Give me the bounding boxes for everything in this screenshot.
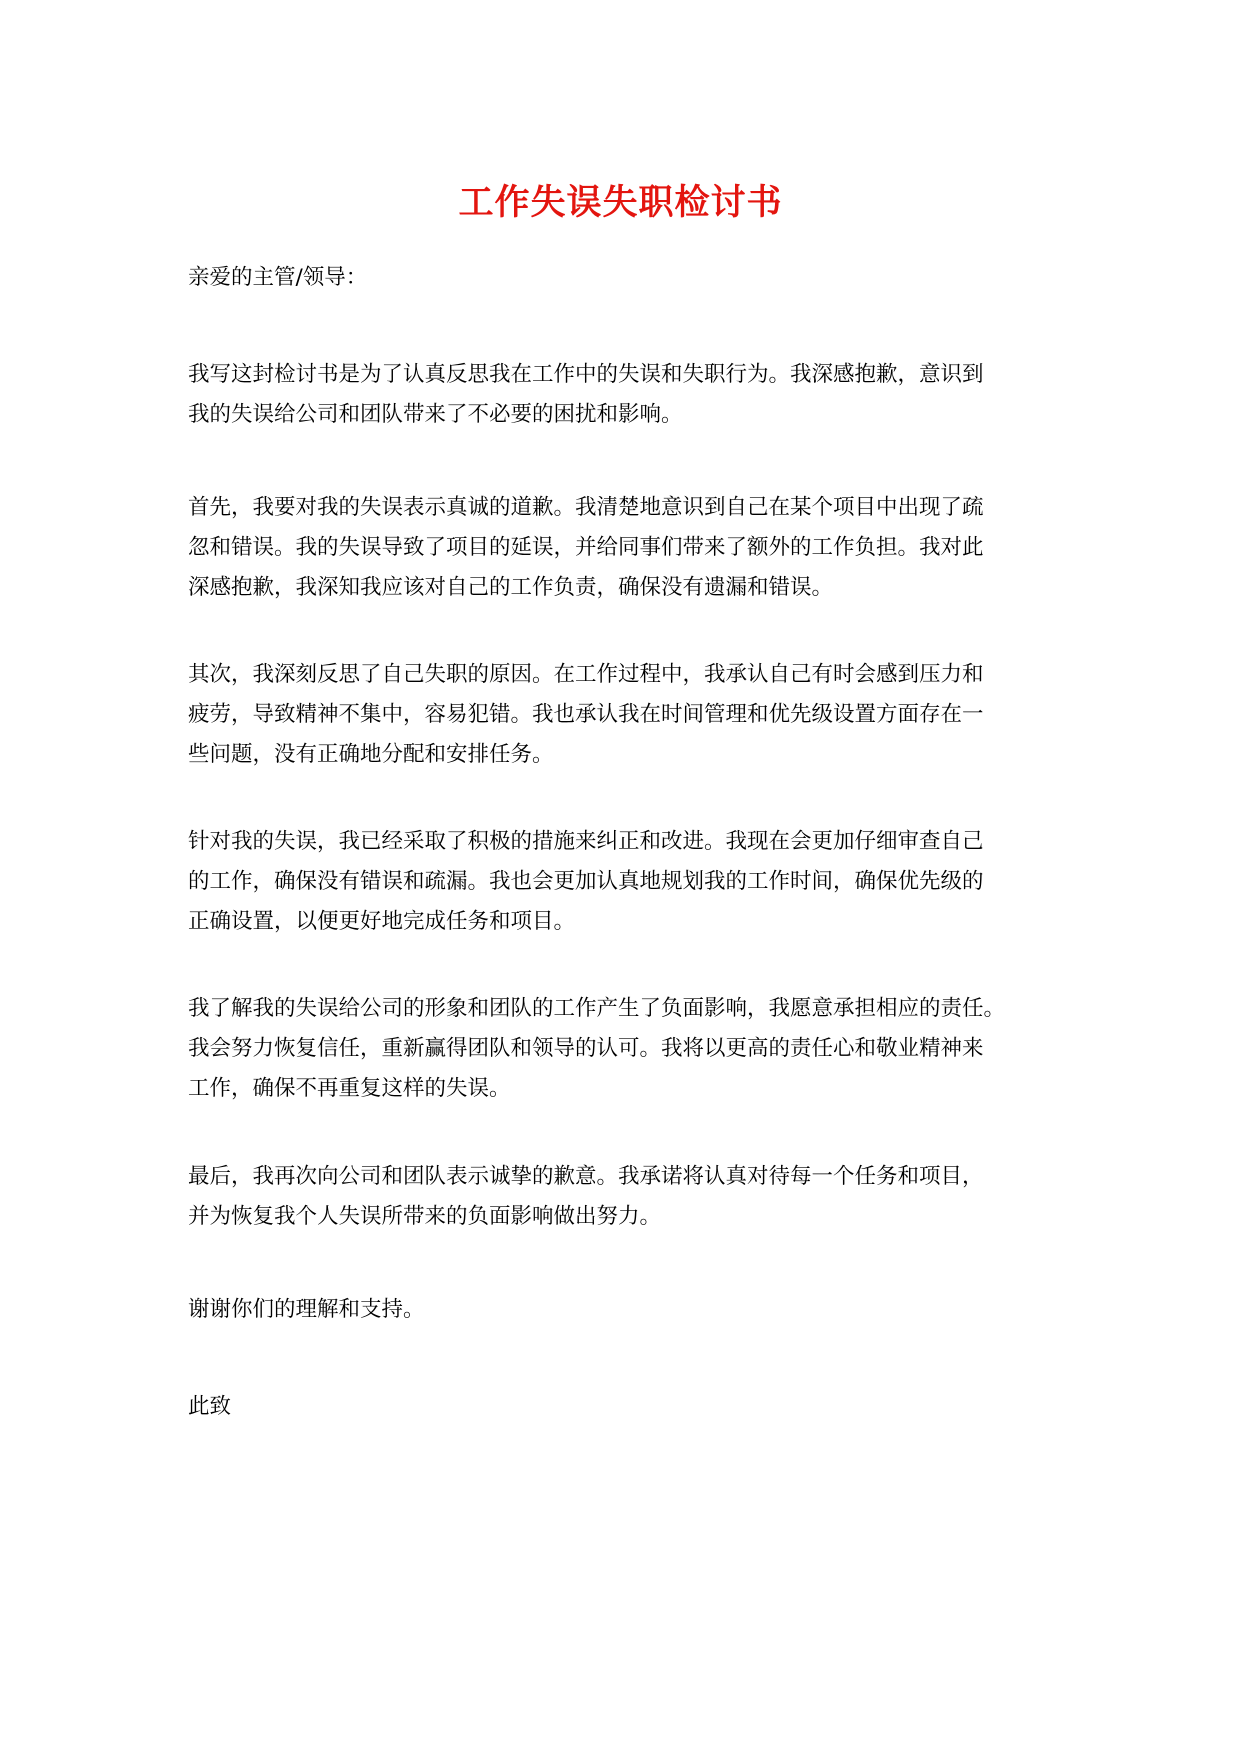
paragraph-line: 针对我的失误，我已经采取了积极的措施来纠正和改进。我现在会更加仔细审查自己 <box>188 829 984 854</box>
paragraph-line: 我写这封检讨书是为了认真反思我在工作中的失误和失职行为。我深感抱歉，意识到 <box>188 362 984 387</box>
paragraph-1 <box>188 355 1068 435</box>
paragraph-6 <box>188 1157 1068 1237</box>
paragraph-line: 工作，确保不再重复这样的失误。 <box>188 1076 511 1101</box>
paragraph-line: 的工作，确保没有错误和疏漏。我也会更加认真地规划我的工作时间，确保优先级的 <box>188 869 984 894</box>
paragraph-line: 其次，我深刻反思了自己失职的原因。在工作过程中，我承认自己有时会感到压力和 <box>188 662 984 687</box>
paragraph-line: 我会努力恢复信任，重新赢得团队和领导的认可。我将以更高的责任心和敬业精神来 <box>188 1036 984 1061</box>
salutation: 亲爱的主管/领导： <box>188 265 368 290</box>
thanks-line: 谢谢你们的理解和支持。 <box>188 1297 425 1322</box>
paragraph-line: 并为恢复我个人失误所带来的负面影响做出努力。 <box>188 1204 662 1229</box>
paragraph-2 <box>188 488 1068 608</box>
paragraph-line: 首先，我要对我的失误表示真诚的道歉。我清楚地意识到自己在某个项目中出现了疏 <box>188 495 984 520</box>
paragraph-line: 疲劳，导致精神不集中，容易犯错。我也承认我在时间管理和优先级设置方面存在一 <box>188 702 984 727</box>
closing-line: 此致 <box>188 1394 232 1419</box>
paragraph-4 <box>188 822 1068 942</box>
paragraph-line: 我的失误给公司和团队带来了不必要的困扰和影响。 <box>188 402 683 427</box>
paragraph-line: 我了解我的失误给公司的形象和团队的工作产生了负面影响，我愿意承担相应的责任。 <box>188 996 1006 1021</box>
paragraph-line: 深感抱歉，我深知我应该对自己的工作负责，确保没有遗漏和错误。 <box>188 575 834 600</box>
paragraph-line: 最后，我再次向公司和团队表示诚挚的歉意。我承诺将认真对待每一个任务和项目， <box>188 1164 984 1189</box>
paragraph-line: 些问题，没有正确地分配和安排任务。 <box>188 742 554 767</box>
document-title: 工作失误失职检讨书 <box>458 183 783 223</box>
paragraph-line: 忽和错误。我的失误导致了项目的延误，并给同事们带来了额外的工作负担。我对此 <box>188 535 984 560</box>
paragraph-3 <box>188 655 1068 775</box>
paragraph-line: 正确设置，以便更好地完成任务和项目。 <box>188 909 576 934</box>
paragraph-5 <box>188 989 1068 1109</box>
